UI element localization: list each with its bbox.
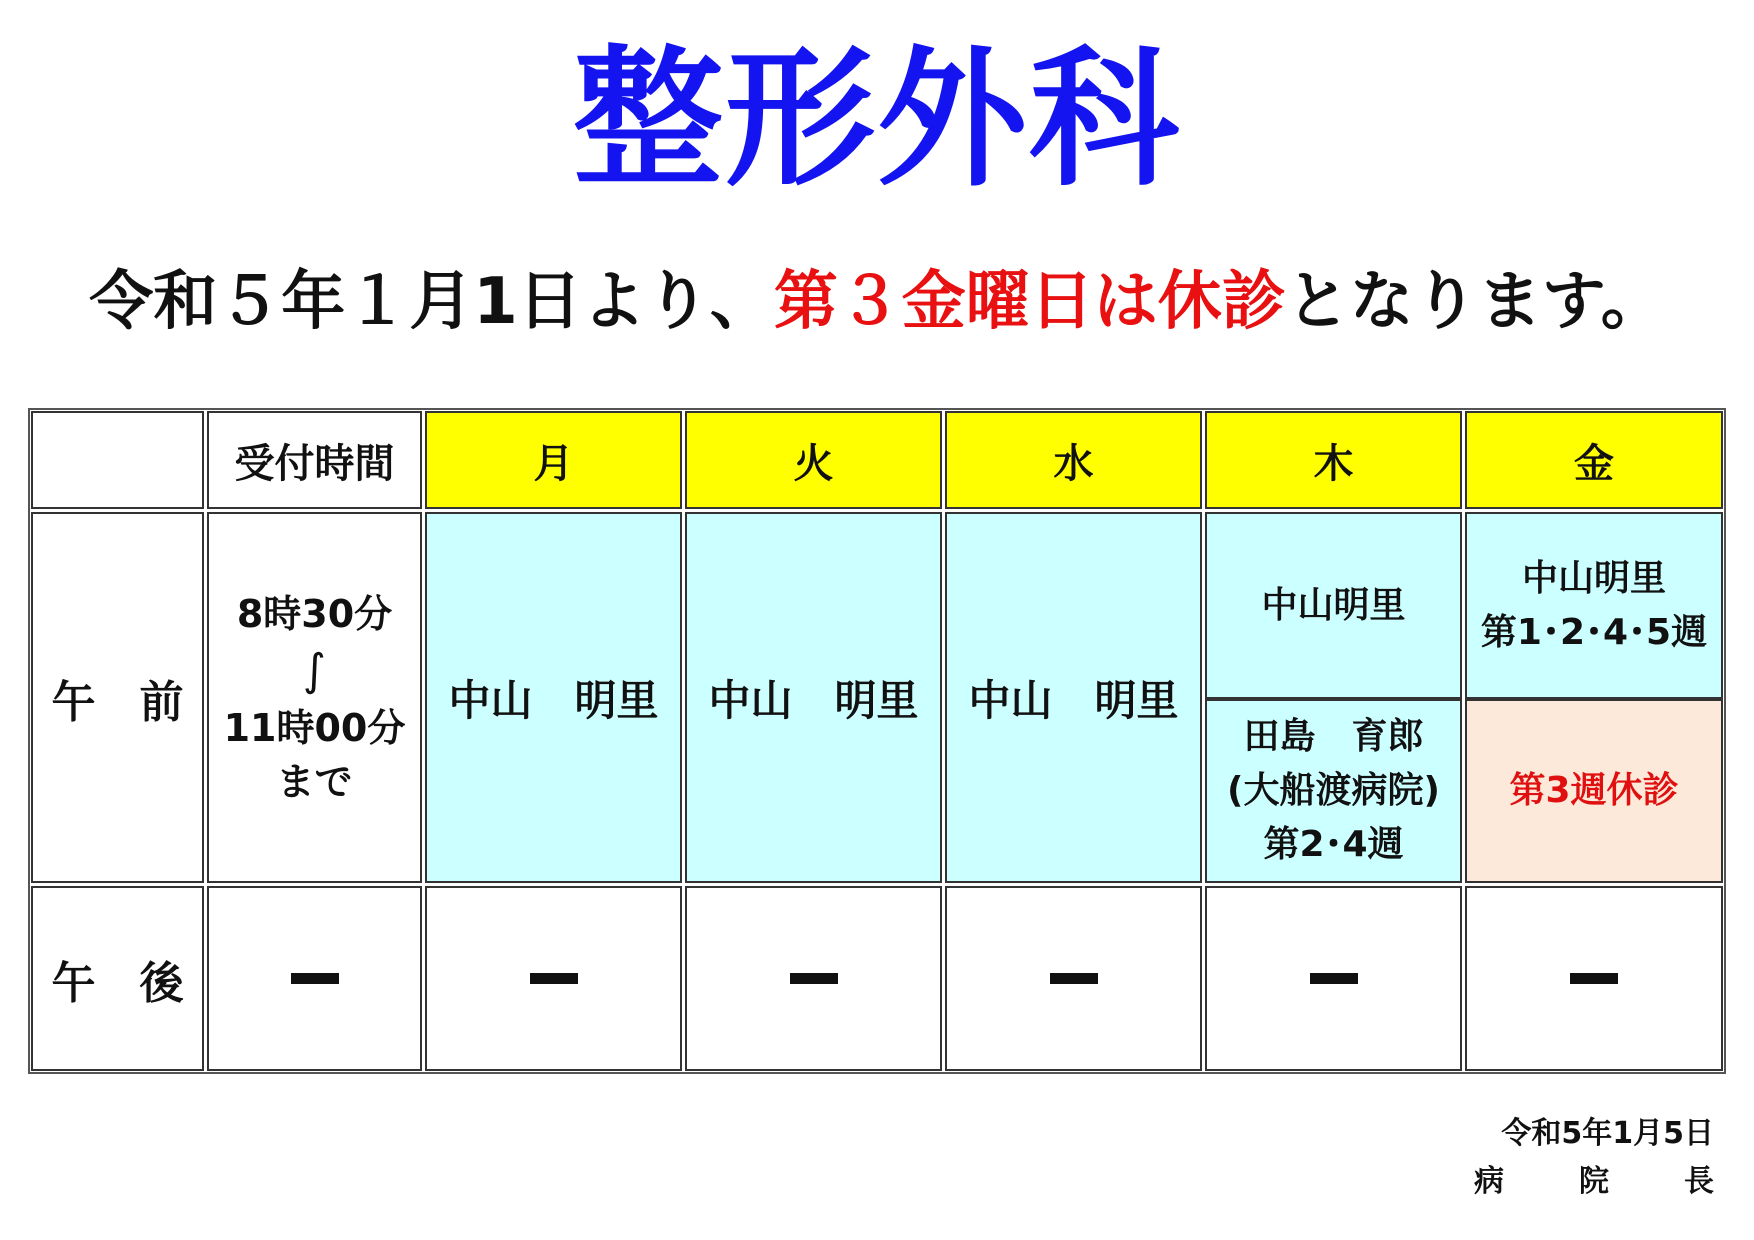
header-day-mon: 月 — [425, 411, 682, 509]
thu-doctor-hospital: (大船渡病院) — [1227, 770, 1440, 811]
footer-date: 令和5年1月5日 — [1501, 1116, 1714, 1151]
time-start: 8時30分 — [236, 591, 393, 636]
header-day-thu: 木 — [1205, 411, 1462, 509]
footer-signer — [1474, 1158, 1714, 1206]
afternoon-reception — [207, 886, 422, 1071]
dash-mark — [1570, 973, 1618, 984]
morning-wed-doctor: 中山 明里 — [945, 512, 1202, 883]
time-separator: ∫ — [303, 644, 326, 696]
header-day-wed: 水 — [945, 411, 1202, 509]
signer-char: 院 — [1579, 1164, 1609, 1199]
dash-mark — [790, 973, 838, 984]
footer-signature — [1474, 1110, 1714, 1206]
morning-thu-top: 中山明里 — [1205, 512, 1462, 699]
reception-time-cell — [207, 512, 422, 883]
afternoon-mon — [425, 886, 682, 1071]
thu-doctor-weeks: 第2･4週 — [1263, 824, 1404, 865]
time-until: まで — [276, 759, 353, 804]
page-title: 整形外科 — [572, 33, 1181, 207]
notice-highlight: 第３金曜日は休診 — [773, 265, 1286, 339]
fri-doctor-weeks: 第1･2･4･5週 — [1480, 611, 1708, 653]
thu-doctor-name: 田島 育郎 — [1243, 716, 1424, 757]
notice-line — [0, 262, 1754, 342]
row-label-morning: 午 前 — [31, 512, 204, 883]
dash-mark — [1050, 973, 1098, 984]
morning-tue-doctor: 中山 明里 — [685, 512, 942, 883]
dash-mark — [530, 973, 578, 984]
afternoon-wed — [945, 886, 1202, 1071]
morning-mon-doctor: 中山 明里 — [425, 512, 682, 883]
morning-thu-bottom — [1205, 699, 1462, 883]
morning-fri-closed: 第3週休診 — [1465, 699, 1723, 883]
morning-fri-top — [1465, 512, 1723, 699]
header-day-fri: 金 — [1465, 411, 1723, 509]
notice-prefix: 令和５年１月1日より、 — [89, 265, 774, 339]
header-empty-cell — [31, 411, 204, 509]
fri-doctor-name: 中山明里 — [1521, 557, 1666, 599]
header-reception: 受付時間 — [207, 411, 422, 509]
dash-mark — [291, 973, 339, 984]
afternoon-tue — [685, 886, 942, 1071]
time-end: 11時00分 — [223, 705, 406, 750]
row-label-afternoon: 午 後 — [31, 886, 204, 1071]
signer-char: 病 — [1474, 1164, 1504, 1199]
dash-mark — [1310, 973, 1358, 984]
afternoon-fri — [1465, 886, 1723, 1071]
signer-char: 長 — [1684, 1164, 1714, 1199]
notice-suffix: となります。 — [1285, 265, 1665, 339]
header-day-tue: 火 — [685, 411, 942, 509]
afternoon-thu — [1205, 886, 1462, 1071]
